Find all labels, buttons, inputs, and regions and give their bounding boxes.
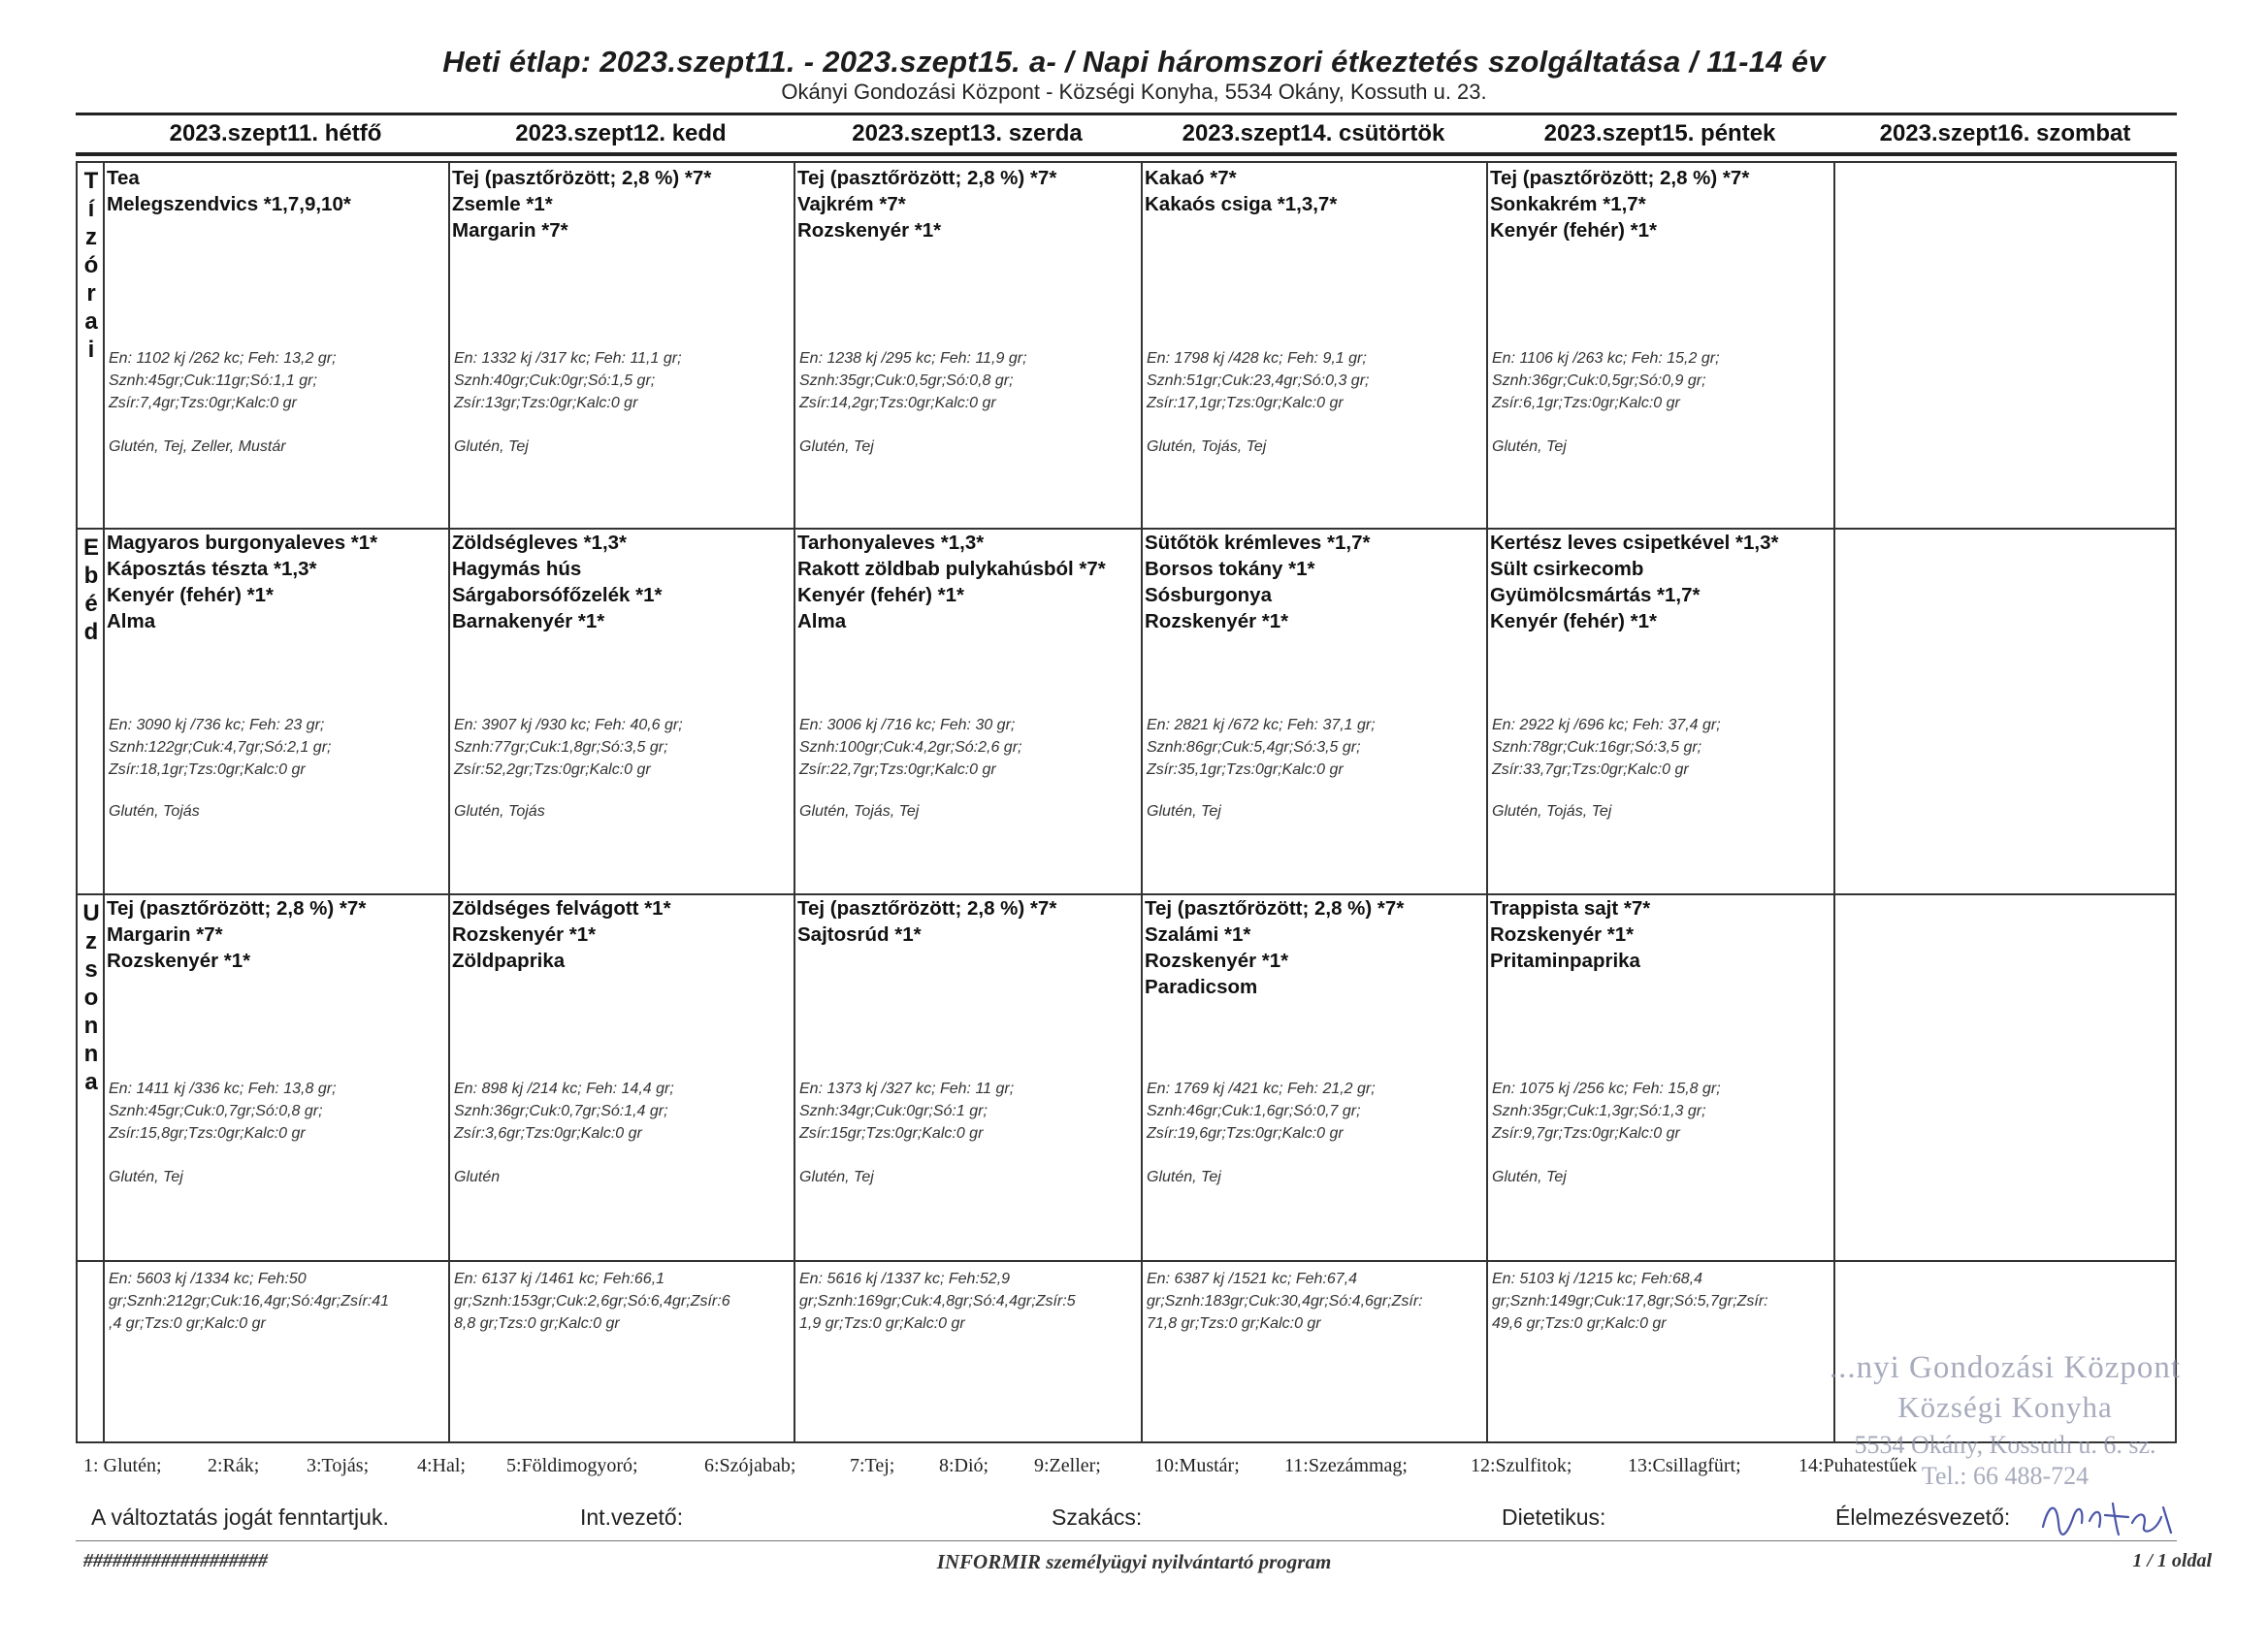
allergen-list: Glutén, Tej	[454, 438, 529, 455]
allergen-list: Glutén, Tojás, Tej	[1147, 438, 1267, 455]
meal-label-letter: r	[86, 280, 96, 307]
menu-cell	[450, 895, 794, 1260]
official-stamp: ...nyi Gondozási Központ Községi Konyha 5534 Okány, Kossuth u. 6. sz. Tel.: 66 488-724	[1829, 1350, 2182, 1490]
meal-label-letter: z	[85, 928, 97, 954]
menu-cell	[450, 530, 794, 893]
allergen-list: Glutén, Tej	[1147, 1169, 1221, 1185]
footer-divider	[76, 1540, 2177, 1541]
nutrition-info: En: 1106 kj /263 kc; Feh: 15,2 gr; Sznh:36gr;Cuk:0,5gr;Só:0,9 gr; Zsír:6,1gr;Tzs:0gr;Kalc:0 gr	[1492, 350, 1720, 411]
menu-item: Hagymás hús	[452, 558, 582, 580]
menu-cell	[105, 895, 448, 1260]
menu-cell	[1488, 895, 1833, 1260]
meal-label-letter: n	[83, 1013, 99, 1039]
daily-total: En: 6387 kj /1521 kc; Feh:67,4 gr;Sznh:183gr;Cuk:30,4gr;Só:4,6gr;Zsír: 71,8 gr;Tzs:0 gr;Kalc:0 gr	[1147, 1271, 1423, 1332]
menu-item: Zsemle *1*	[452, 193, 553, 215]
legend-entry: 7:Tej;	[850, 1455, 895, 1476]
menu-item: Trappista sajt *7*	[1490, 897, 1651, 920]
menu-cell	[1143, 165, 1486, 528]
menu-item: Kakaós csiga *1,3,7*	[1145, 193, 1338, 215]
menu-item: Tea	[107, 167, 140, 189]
menu-item: Tej (pasztőrözött; 2,8 %) *7*	[797, 897, 1057, 920]
menu-item: Rozskenyér *1*	[1145, 610, 1289, 632]
daily-total-cell	[450, 1262, 794, 1441]
meal-label-letter: ó	[83, 252, 99, 278]
menu-item: Rakott zöldbab pulykahúsból *7*	[797, 558, 1106, 580]
allergen-list: Glutén, Tej	[1147, 803, 1221, 820]
menu-item: Zöldpaprika	[452, 950, 566, 972]
menu-cell	[795, 895, 1141, 1260]
menu-item: Magyaros burgonyaleves *1*	[107, 532, 378, 554]
menu-item: Paradicsom	[1145, 976, 1258, 998]
menu-grid	[76, 161, 2177, 1443]
menu-item: Kenyér (fehér) *1*	[107, 584, 275, 606]
menu-item: Sajtosrúd *1*	[797, 923, 922, 946]
allergen-list: Glutén, Tej	[1492, 1169, 1567, 1185]
menu-item: Zöldségleves *1,3*	[452, 532, 628, 554]
meal-label-letter: n	[83, 1041, 99, 1067]
menu-item: Kakaó *7*	[1145, 167, 1237, 189]
daily-total-cell	[795, 1262, 1141, 1441]
meal-label-letter: d	[83, 619, 99, 645]
allergen-list: Glutén, Tojás, Tej	[799, 803, 920, 820]
meal-label-letter: b	[83, 563, 99, 589]
menu-item: Sonkakrém *1,7*	[1490, 193, 1646, 215]
allergen-list: Glutén, Tojás	[454, 803, 545, 820]
meal-label-letter: U	[82, 900, 100, 926]
menu-cell	[450, 165, 794, 528]
legend-entry: 14:Puhatestűek	[1798, 1455, 1918, 1476]
meal-label-letter: é	[84, 591, 98, 617]
menu-item: Kenyér (fehér) *1*	[1490, 219, 1658, 242]
nutrition-info: En: 1373 kj /327 kc; Feh: 11 gr; Sznh:34gr;Cuk:0gr;Só:1 gr; Zsír:15gr;Tzs:0gr;Kalc:0 gr	[799, 1081, 1015, 1142]
menu-item: Sósburgonya	[1145, 584, 1272, 606]
legend-entry: 9:Zeller;	[1034, 1455, 1101, 1476]
allergen-list: Glutén, Tojás	[109, 803, 200, 820]
menu-cell	[105, 530, 448, 893]
menu-item: Tej (pasztőrözött; 2,8 %) *7*	[452, 167, 712, 189]
day-header: 2023.szept12. kedd	[515, 120, 727, 146]
menu-item: Tej (pasztőrözött; 2,8 %) *7*	[1145, 897, 1405, 920]
menu-cell	[1488, 530, 1833, 893]
daily-total-cell	[105, 1262, 448, 1441]
legend-entry: 4:Hal;	[417, 1455, 466, 1476]
signature-label-int-vezeto: Int.vezető:	[580, 1504, 684, 1530]
signature-label-dietetikus: Dietetikus:	[1502, 1504, 1606, 1530]
legend-entry: 3:Tojás;	[307, 1455, 370, 1476]
menu-item: Rozskenyér *1*	[1145, 950, 1289, 972]
menu-item: Margarin *7*	[452, 219, 568, 242]
nutrition-info: En: 1238 kj /295 kc; Feh: 11,9 gr; Sznh:35gr;Cuk:0,5gr;Só:0,8 gr; Zsír:14,2gr;Tzs:0gr;Kalc:0 gr	[799, 350, 1027, 411]
menu-cell	[105, 165, 448, 528]
menu-item: Sütőtök krémleves *1,7*	[1145, 532, 1371, 554]
menu-item: Rozskenyér *1*	[107, 950, 251, 972]
header-rule-top	[76, 113, 2177, 115]
menu-item: Kenyér (fehér) *1*	[797, 584, 965, 606]
meal-label-letter: a	[84, 1069, 98, 1095]
allergen-list: Glutén	[454, 1169, 501, 1185]
menu-item: Rozskenyér *1*	[1490, 923, 1635, 946]
menu-item: Alma	[107, 610, 156, 632]
menu-item: Zöldséges felvágott *1*	[452, 897, 671, 920]
meal-label-letter: s	[84, 956, 98, 983]
menu-item: Kenyér (fehér) *1*	[1490, 610, 1658, 632]
meal-label-letter: E	[82, 534, 99, 561]
day-header: 2023.szept11. hétfő	[169, 120, 382, 146]
daily-total: En: 6137 kj /1461 kc; Feh:66,1 gr;Sznh:153gr;Cuk:2,6gr;Só:6,4gr;Zsír:6 8,8 gr;Tzs:0 gr;Kalc:0 gr	[454, 1271, 730, 1332]
legend-entry: 12:Szulfitok;	[1471, 1455, 1572, 1476]
meal-label-letter: o	[83, 985, 99, 1011]
menu-item: Pritaminpaprika	[1490, 950, 1640, 972]
nutrition-info: En: 1769 kj /421 kc; Feh: 21,2 gr; Sznh:46gr;Cuk:1,6gr;Só:0,7 gr; Zsír:19,6gr;Tzs:0gr;Kalc:0 gr	[1147, 1081, 1376, 1142]
nutrition-info: En: 2821 kj /672 kc; Feh: 37,1 gr; Sznh:86gr;Cuk:5,4gr;Só:3,5 gr; Zsír:35,1gr;Tzs:0gr;Kalc:0 gr	[1147, 717, 1376, 778]
allergen-list: Glutén, Tej	[1492, 438, 1567, 455]
meal-label-uzsonna	[78, 895, 105, 1096]
daily-total: En: 5616 kj /1337 kc; Feh:52,9 gr;Sznh:169gr;Cuk:4,8gr;Só:4,4gr;Zsír:5 1,9 gr;Tzs:0 gr;Kalc:0 gr	[799, 1271, 1076, 1332]
menu-item: Tej (pasztőrözött; 2,8 %) *7*	[797, 167, 1057, 189]
legend-entry: 8:Dió;	[939, 1455, 989, 1476]
menu-item: Gyümölcsmártás *1,7*	[1490, 584, 1701, 606]
daily-total-cell	[1143, 1262, 1486, 1441]
meal-label-letter: T	[83, 168, 99, 194]
menu-item: Tarhonyaleves *1,3*	[797, 532, 985, 554]
menu-cell	[795, 165, 1141, 528]
nutrition-info: En: 898 kj /214 kc; Feh: 14,4 gr; Sznh:36gr;Cuk:0,7gr;Só:1,4 gr; Zsír:3,6gr;Tzs:0gr;Kalc:0 gr	[454, 1081, 674, 1142]
program-name: INFORMIR személyügyi nyilvántartó program	[936, 1550, 1332, 1573]
menu-item: Vajkrém *7*	[797, 193, 906, 215]
menu-item: Szalámi *1*	[1145, 923, 1251, 946]
day-header: 2023.szept15. péntek	[1543, 120, 1776, 146]
nutrition-info: En: 1332 kj /317 kc; Feh: 11,1 gr; Sznh:40gr;Cuk:0gr;Só:1,5 gr; Zsír:13gr;Tzs:0gr;Kalc:0 gr	[454, 350, 682, 411]
nutrition-info: En: 2922 kj /696 kc; Feh: 37,4 gr; Sznh:78gr;Cuk:16gr;Só:3,5 gr; Zsír:33,7gr;Tzs:0gr;Kalc:0 gr	[1492, 717, 1721, 778]
daily-total: En: 5103 kj /1215 kc; Feh:68,4 gr;Sznh:149gr;Cuk:17,8gr;Só:5,7gr;Zsír: 49,6 gr;Tzs:0 gr;Kalc:0 gr	[1492, 1271, 1768, 1332]
menu-item: Sárgaborsófőzelék *1*	[452, 584, 663, 606]
legend-entry: 13:Csillagfürt;	[1628, 1455, 1741, 1476]
menu-item: Rozskenyér *1*	[452, 923, 597, 946]
legend-entry: 6:Szójabab;	[704, 1455, 796, 1476]
menu-item: Borsos tokány *1*	[1145, 558, 1315, 580]
nutrition-info: En: 1102 kj /262 kc; Feh: 13,2 gr; Sznh:45gr;Cuk:11gr;Só:1,1 gr; Zsír:7,4gr;Tzs:0gr;Kalc:0 gr	[109, 350, 337, 411]
daily-total: En: 5603 kj /1334 kc; Feh:50 gr;Sznh:212gr;Cuk:16,4gr;Só:4gr;Zsír:41 ,4 gr;Tzs:0 gr;Kalc:0 gr	[109, 1271, 390, 1332]
header-rule-bottom	[76, 152, 2177, 156]
legend-entry: 11:Szezámmag;	[1284, 1455, 1408, 1476]
meal-label-letter: í	[87, 196, 95, 222]
legend-entry: 1: Glutén;	[83, 1455, 162, 1476]
menu-item: Káposztás tészta *1,3*	[107, 558, 317, 580]
meal-label-letter: i	[87, 337, 95, 363]
nutrition-info: En: 1075 kj /256 kc; Feh: 15,8 gr; Sznh:35gr;Cuk:1,3gr;Só:1,3 gr; Zsír:9,7gr;Tzs:0gr;Kalc:0 gr	[1492, 1081, 1721, 1142]
allergen-list: Glutén, Tej	[799, 1169, 874, 1185]
meal-label-letter: z	[85, 224, 97, 250]
menu-subtitle: Okányi Gondozási Központ - Községi Konyha, 5534 Okány, Kossuth u. 23.	[781, 80, 1487, 104]
menu-item: Tej (pasztőrözött; 2,8 %) *7*	[107, 897, 367, 920]
nutrition-info: En: 3907 kj /930 kc; Feh: 40,6 gr; Sznh:77gr;Cuk:1,8gr;Só:3,5 gr; Zsír:52,2gr;Tzs:0gr;Kalc:0 gr	[454, 717, 683, 778]
nutrition-info: En: 1798 kj /428 kc; Feh: 9,1 gr; Sznh:51gr;Cuk:23,4gr;Só:0,3 gr; Zsír:17,1gr;Tzs:0gr;Kalc:0 gr	[1147, 350, 1370, 411]
reserve-notice: A változtatás jogát fenntartjuk.	[91, 1504, 389, 1530]
menu-title: Heti étlap: 2023.szept11. - 2023.szept15. a- / Napi háromszori étkeztetés szolgáltatása / 11-14 év	[442, 45, 1826, 79]
day-header: 2023.szept13. szerda	[852, 120, 1083, 146]
legend-entry: 2:Rák;	[208, 1455, 260, 1476]
meal-label-ebed	[78, 530, 105, 646]
nutrition-info: En: 3090 kj /736 kc; Feh: 23 gr; Sznh:122gr;Cuk:4,7gr;Só:2,1 gr; Zsír:18,1gr;Tzs:0gr;Kalc:0 gr	[109, 717, 332, 778]
allergen-list: Glutén, Tojás, Tej	[1492, 803, 1612, 820]
menu-cell	[1143, 530, 1486, 893]
day-header: 2023.szept16. szombat	[1879, 120, 2131, 146]
signature-label-elelmezesvezeto: Élelmezésvezető:	[1835, 1504, 2011, 1530]
menu-item: Rozskenyér *1*	[797, 219, 942, 242]
menu-item: Alma	[797, 610, 847, 632]
allergen-list: Glutén, Tej, Zeller, Mustár	[109, 438, 286, 455]
menu-item: Sült csirkecomb	[1490, 558, 1644, 580]
allergen-list: Glutén, Tej	[799, 438, 874, 455]
menu-item: Barnakenyér *1*	[452, 610, 605, 632]
meal-label-tizorai	[78, 163, 105, 364]
day-header: 2023.szept14. csütörtök	[1182, 120, 1445, 146]
column-divider	[1833, 163, 1835, 1441]
menu-item: Margarin *7*	[107, 923, 223, 946]
nutrition-info: En: 1411 kj /336 kc; Feh: 13,8 gr; Sznh:45gr;Cuk:0,7gr;Só:0,8 gr; Zsír:15,8gr;Tzs:0gr;Kalc:0 gr	[109, 1081, 337, 1142]
menu-cell	[1488, 165, 1833, 528]
meal-label-letter: a	[84, 308, 98, 335]
menu-item: Tej (pasztőrözött; 2,8 %) *7*	[1490, 167, 1750, 189]
page-number: 1 / 1 oldal	[2132, 1550, 2212, 1571]
menu-cell	[1143, 895, 1486, 1260]
day-header-row	[76, 117, 2177, 150]
legend-entry: 5:Földimogyoró;	[506, 1455, 638, 1476]
menu-item: Kertész leves csipetkével *1,3*	[1490, 532, 1779, 554]
signature-label-szakacs: Szakács:	[1052, 1504, 1143, 1530]
legend-entry: 10:Mustár;	[1154, 1455, 1240, 1476]
menu-item: Melegszendvics *1,7,9,10*	[107, 193, 351, 215]
nutrition-info: En: 3006 kj /716 kc; Feh: 30 gr; Sznh:100gr;Cuk:4,2gr;Só:2,6 gr; Zsír:22,7gr;Tzs:0gr;Kalc:0 gr	[799, 717, 1022, 778]
handwritten-signature	[2035, 1494, 2181, 1542]
footer-code: ###################	[83, 1550, 268, 1571]
allergen-list: Glutén, Tej	[109, 1169, 183, 1185]
menu-cell	[795, 530, 1141, 893]
